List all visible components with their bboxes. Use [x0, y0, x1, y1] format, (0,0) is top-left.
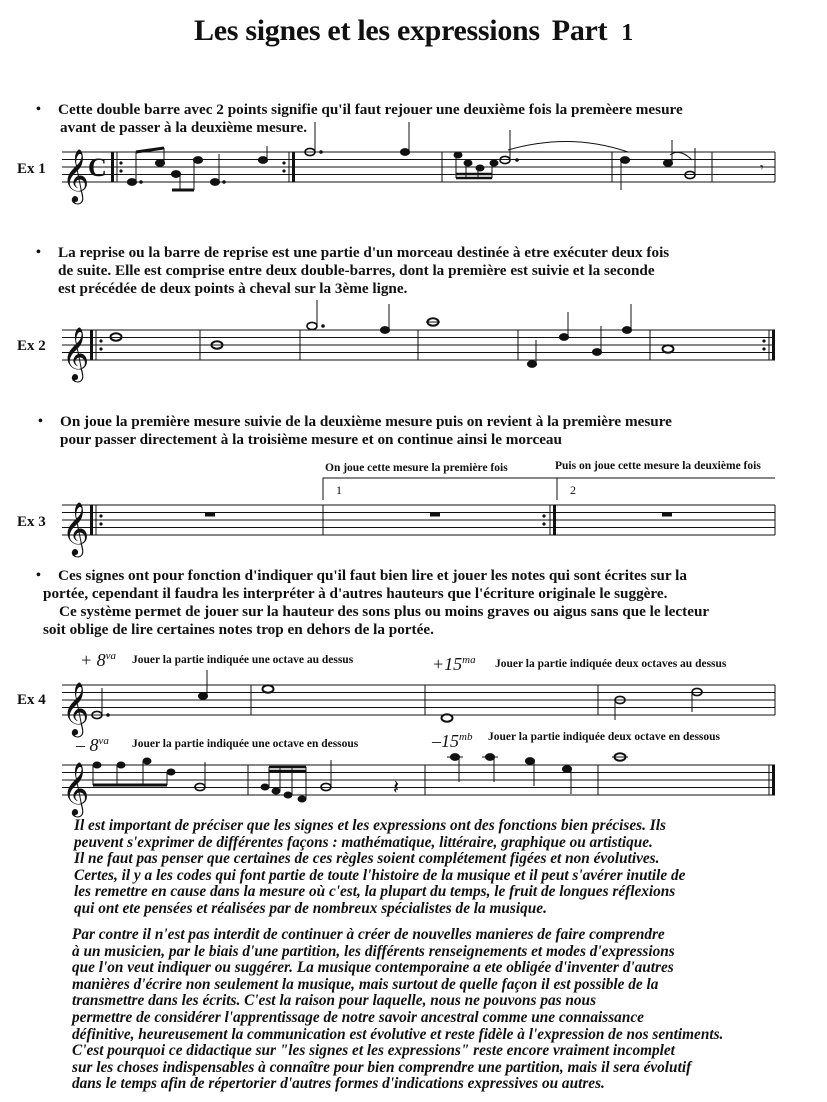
text-line: La reprise ou la barre de reprise est une partie d'un morceau destinée à etre exécuter deux fois — [58, 244, 670, 261]
text-line: portée, cependant il faudra les interpréter à d'autres hauteurs que l'écriture originale le suggère. — [43, 585, 668, 602]
example-label-4: Ex 4 — [17, 692, 46, 708]
text-line: manières d'écrire non seulement la musique, mais surtout de quelle façon il est possible de la — [72, 975, 659, 993]
octave-down-sign: – $8^{va}$ — [76, 735, 109, 755]
text-line: permettre de considérer l'apprentissage de notre savoir ancestral comme une connaissance — [72, 1008, 644, 1026]
example-label-1: Ex 1 — [17, 161, 46, 177]
text-line: Ce système permet de jouer sur la hauteur des sons plus ou moins graves ou aigus sans que le lecteur — [59, 603, 710, 620]
svg-text:𝄽: 𝄽 — [393, 775, 400, 799]
text-line: qui ont ete pensées et réalisées par de nombreux spécialistes de la musique. — [74, 899, 547, 917]
treble-clef-icon: 𝄞 — [62, 761, 90, 815]
paragraph-1 — [74, 818, 685, 918]
octave-up-text: Jouer la partie indiquée une octave au dessus — [132, 654, 354, 666]
second-ending-number: 2 — [570, 483, 576, 497]
treble-clef-icon: 𝄞 — [62, 326, 90, 380]
text-line: Cette double barre avec 2 points signifie qu'il faut rejouer une deuxième fois la premèere mesure — [58, 101, 683, 118]
text-line: avant de passer à la deuxième mesure. — [60, 119, 308, 136]
first-ending-label: On joue cette mesure la première fois — [325, 462, 508, 474]
bullet-dot: • — [38, 414, 43, 429]
treble-clef-icon: 𝄞 — [62, 501, 90, 555]
ex1-notes — [111, 122, 775, 190]
text-line: soit oblige de lire certaines notes trop en dehors de la portée. — [43, 621, 434, 638]
common-time-icon: C — [88, 153, 107, 182]
two-octaves-up-text: Jouer la partie indiquée deux octaves au dessus — [495, 658, 727, 670]
text-line: Par contre il n'est pas interdit de continuer à créer de nouvelles manieres de faire comprendre — [72, 926, 665, 943]
text-line: Il est important de préciser que les signes et les expressions ont des fonctions bien précises. Ils — [74, 817, 666, 834]
text-line: transmettre dans les écrits. C'est la raison pour laquelle, nous ne pouvons pas nous — [72, 992, 597, 1010]
two-octaves-up-sign: $+15^{ma}$ — [432, 654, 476, 674]
text-line: pour passer directement à la troisième mesure et on continue ainsi le morceau — [60, 431, 562, 448]
text-line: de suite. Elle est comprise entre deux double-barres, dont la première est suivie et la seconde — [58, 262, 655, 279]
treble-clef-icon: 𝄞 — [62, 148, 90, 202]
two-octaves-down-sign: $-15^{mb}$ — [432, 731, 473, 751]
staff-lines — [62, 152, 775, 795]
text-line: définitive, heureusement la communication est évolutive et reste fidèle à l'expression de nos sentiments. — [72, 1025, 724, 1043]
text-line: que l'on veut indiquer ou suggérer. La musique contemporaine a ete obligée d'inventer d'autres — [72, 959, 674, 977]
ex3-notes — [90, 478, 775, 535]
svg-text:𝄾: 𝄾 — [760, 160, 764, 176]
two-octaves-down-text: Jouer la partie indiquée deux octave en dessous — [488, 731, 721, 743]
example-label-3: Ex 3 — [17, 514, 46, 530]
text-line: les remettre en cause dans la mesure où c'est, la plupart du temps, le fruit de longues réflexions — [74, 883, 676, 901]
text-line: est précédée de deux points à cheval sur la 3ème ligne. — [58, 280, 408, 297]
treble-clef-icon: 𝄞 — [62, 681, 90, 735]
text-line: sur les choses indispensables à connaître pour bien comprendre une partition, mais il sera évolutif — [72, 1058, 692, 1076]
text-line: Il ne faut pas penser que certaines de ces règles soient complétement figées et non évolutives. — [74, 850, 660, 868]
bullet-dot: • — [36, 245, 41, 260]
text-line: Certes, il y a les codes qui font partie de toute l'histoire de la musique et il peut s'avérer inutile de — [74, 866, 686, 884]
text-line: On joue la première mesure suivie de la deuxième mesure puis on revient à la première mesure — [60, 413, 672, 430]
text-line: C'est pourquoi ce didactique sur "les signes et les expressions" reste encore vraiment incomplet — [72, 1042, 675, 1060]
bullet-dot: • — [36, 102, 41, 117]
text-line: Ces signes ont pour fonction d'indiquer qu'il faut bien lire et jouer les notes qui sont écrites sur la — [58, 567, 687, 584]
ex2-notes — [90, 300, 775, 367]
paragraph-2 — [72, 927, 723, 1093]
octave-up-sign: + $8^{va}$ — [80, 650, 117, 670]
second-ending-label: Puis on joue cette mesure la deuxième fois — [555, 460, 761, 472]
example-label-2: Ex 2 — [17, 338, 46, 354]
text-line: dans le temps afin de répertorier d'autres formes d'indications expressives ou autres. — [72, 1075, 605, 1093]
octave-down-text: Jouer la partie indiquée une octave en dessous — [132, 738, 359, 750]
text-line: à un musicien, par le biais d'une partition, les différents renseignements et modes d'expressions — [72, 942, 675, 960]
bullet-dot: • — [36, 568, 41, 583]
ex4-notes-a — [92, 670, 775, 722]
first-ending-number: 1 — [336, 483, 342, 497]
treble-clef-icon — [62, 148, 89, 817]
text-line: peuvent s'exprimer de différentes façons : mathématique, littéraire, graphique ou artistique. — [74, 833, 653, 851]
page-title: Les signes et les expressions Part 1 — [194, 14, 633, 47]
